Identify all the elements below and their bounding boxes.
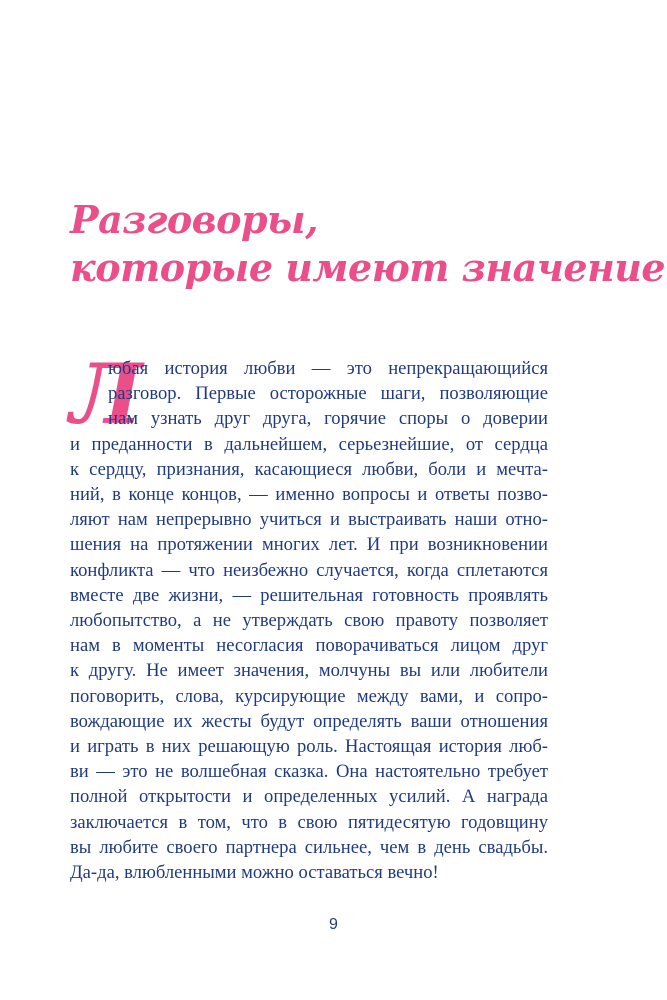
paragraph-line: вождающие их жесты будут определять ваши отношения <box>70 710 548 732</box>
paragraph-line: полной открытости и определенных усилий. А награда <box>70 786 548 808</box>
drop-cap: Л <box>70 347 143 443</box>
page-number: 9 <box>329 916 338 933</box>
paragraph-line: к другу. Не имеет значения, молчуны вы или любители <box>70 660 548 682</box>
paragraph-line: любопытство, а не утверждать свою правоту позволяет <box>70 610 548 632</box>
chapter-heading-line-1: Разговоры, <box>70 197 318 242</box>
paragraph-line: юбая история любви — это непрекращающийся <box>108 358 548 379</box>
paragraph-line: и играть в них решающую роль. Настоящая история люб- <box>70 736 548 758</box>
chapter-heading <box>70 196 666 292</box>
paragraph-line: Да-да, влюбленными можно оставаться вечно! <box>70 862 439 884</box>
paragraph-line: ляют нам непрерывно учиться и выстраивать наши отно- <box>70 509 548 531</box>
paragraph-line: к сердцу, признания, касающиеся любви, боли и мечта- <box>70 458 548 480</box>
paragraph-line: ний, в конце концов, — именно вопросы и ответы позво- <box>70 484 548 506</box>
paragraph-line: поговорить, слова, курсирующие между вами, и сопро- <box>70 685 548 707</box>
paragraph-line: и преданности в дальнейшем, серьезнейшие, от сердца <box>70 433 548 455</box>
paragraph-line: конфликта — что неизбежно случается, когда сплетаются <box>70 559 548 581</box>
paragraph-line: нам узнать друг друга, горячие споры о доверии <box>108 408 548 430</box>
paragraph-line: разговор. Первые осторожные шаги, позволяющие <box>108 383 548 405</box>
chapter-heading-line-2: которые имеют значение <box>70 245 666 290</box>
body-paragraph <box>70 347 548 885</box>
paragraph-line: шения на протяжении многих лет. И при возникновении <box>70 534 548 556</box>
paragraph-line: вместе две жизни, — решительная готовность проявлять <box>70 584 548 606</box>
paragraph-line: заключается в том, что в свою пятидесятую годовщину <box>70 811 548 833</box>
paragraph-line: нам в моменты несогласия поворачиваться лицом друг <box>70 635 548 657</box>
paragraph-line: ви — это не волшебная сказка. Она настоятельно требует <box>70 761 548 783</box>
paragraph-line: вы любите своего партнера сильнее, чем в день свадьбы. <box>70 836 548 858</box>
